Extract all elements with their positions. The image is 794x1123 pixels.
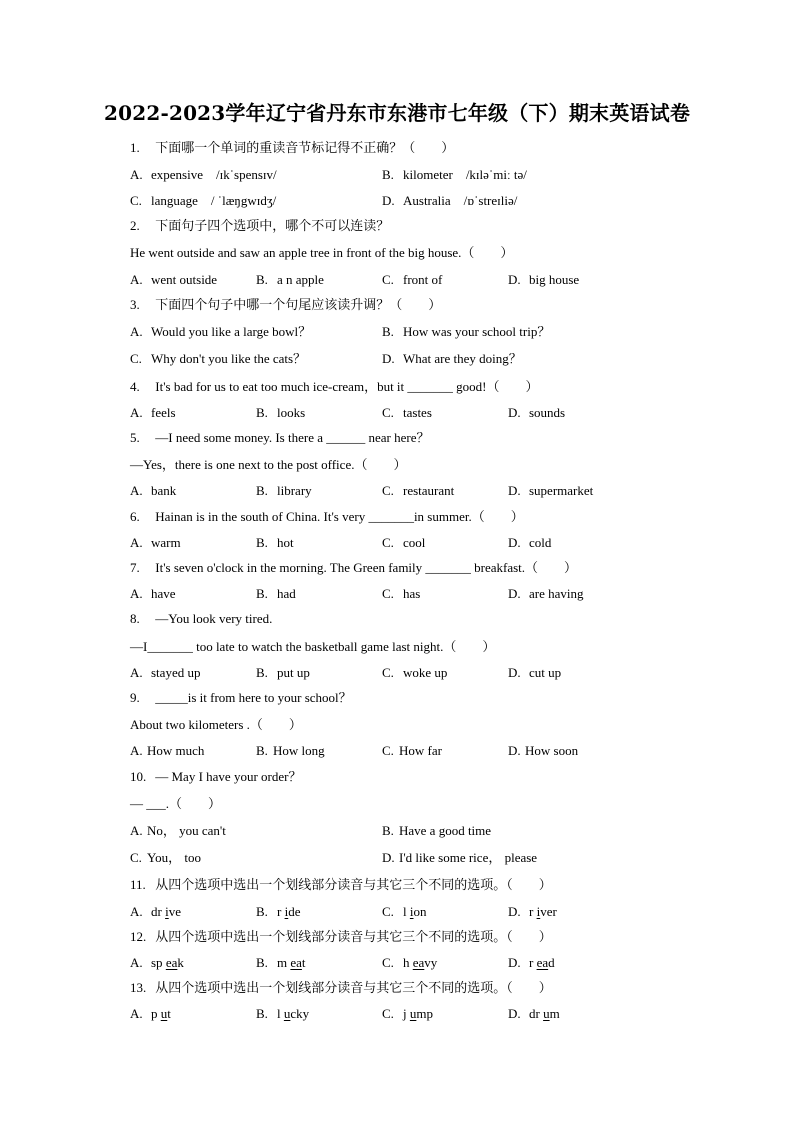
question-10-option-a[interactable]: A. No， you can't [130, 823, 226, 838]
question-4-option-d[interactable]: D. sounds [508, 405, 566, 420]
question-7-option-a[interactable]: A. have [130, 586, 176, 601]
question-10-option-b[interactable]: B. Have a good time [382, 823, 492, 838]
question-4-stem: 4. It's bad for us to eat too much ice-cream，but it _______ good!（ ） [130, 379, 539, 394]
question-2-sentence: He went outside and saw an apple tree in front of the big house.（ ） [130, 245, 514, 260]
question-12-option-b[interactable]: B. m eat [256, 955, 306, 970]
question-2-stem: 2. 下面句子四个选项中，哪个不可以连读？ [130, 218, 390, 233]
question-12-option-c[interactable]: C. h eavy [382, 955, 438, 970]
question-9-option-b[interactable]: B. How long [256, 743, 325, 758]
question-4-option-b[interactable]: B. looks [256, 405, 306, 420]
question-7-stem: 7. It's seven o'clock in the morning. The Green family _______ breakfast.（ ） [130, 560, 578, 575]
question-5-reply: —Yes，there is one next to the post office.（ ） [130, 457, 407, 472]
question-10-option-d[interactable]: D. I'd like some rice， please [382, 850, 538, 865]
question-6-option-c[interactable]: C. cool [382, 535, 426, 550]
question-8-option-d[interactable]: D. cut up [508, 665, 562, 680]
question-9-stem: 9. _____is it from here to your school？ [130, 690, 352, 705]
question-5-option-b[interactable]: B. library [256, 483, 312, 498]
question-12-stem: 12. 从四个选项中选出一个划线部分读音与其它三个不同的选项。（ ） [130, 929, 552, 944]
question-6-option-a[interactable]: A. warm [130, 535, 181, 550]
question-12-option-d[interactable]: D. r ead [508, 955, 555, 970]
question-3-option-a[interactable]: A. Would you like a large bowl？ [130, 324, 312, 339]
question-1-option-d[interactable]: D. Australia /ɒˈstreɪliə/ [382, 193, 518, 208]
question-10-option-c[interactable]: C. You， too [130, 850, 201, 865]
question-2-option-a[interactable]: A. went outside [130, 272, 218, 287]
question-1-option-a[interactable]: A. expensive /ɪkˈspensɪv/ [130, 167, 277, 182]
question-2-option-b[interactable]: B. a n apple [256, 272, 324, 287]
question-9-option-a[interactable]: A. How much [130, 743, 205, 758]
question-6-stem: 6. Hainan is in the south of China. It's very _______in summer.（ ） [130, 509, 524, 524]
question-1-option-c[interactable]: C. language / ˈlæŋgwɪdʒ/ [130, 193, 277, 208]
question-8-stem: 8. —You look very tired. [130, 611, 273, 626]
question-12-option-a[interactable]: A. sp eak [130, 955, 184, 970]
question-11-option-c[interactable]: C. l ion [382, 904, 427, 919]
question-13-option-d[interactable]: D. dr um [508, 1006, 560, 1021]
question-5-option-c[interactable]: C. restaurant [382, 483, 455, 498]
question-11-option-a[interactable]: A. dr ive [130, 904, 181, 919]
question-4-option-a[interactable]: A. feels [130, 405, 176, 420]
question-5-option-d[interactable]: D. supermarket [508, 483, 594, 498]
question-11-option-b[interactable]: B. r ide [256, 904, 301, 919]
question-13-option-c[interactable]: C. j ump [382, 1006, 433, 1021]
question-5-stem: 5. —I need some money. Is there a ______ near here？ [130, 430, 430, 445]
question-3-option-b[interactable]: B. How was your school trip？ [382, 324, 551, 339]
question-8-option-a[interactable]: A. stayed up [130, 665, 201, 680]
question-8-reply: —I_______ too late to watch the basketball game last night.（ ） [130, 639, 496, 654]
question-8-option-c[interactable]: C. woke up [382, 665, 448, 680]
question-2-option-d[interactable]: D. big house [508, 272, 580, 287]
page-title: 2022-2023学年辽宁省丹东市东港市七年级（下）期末英语试卷 [103, 101, 691, 125]
question-10-reply: — ___.（ ） [130, 796, 222, 811]
question-11-option-d[interactable]: D. r iver [508, 904, 557, 919]
question-3-option-c[interactable]: C. Why don't you like the cats？ [130, 351, 307, 366]
question-5-option-a[interactable]: A. bank [130, 483, 177, 498]
question-10-stem: 10. — May I have your order？ [130, 769, 302, 784]
question-1-option-b[interactable]: B. kilometer /kɪləˈmiː tə/ [382, 167, 527, 182]
question-3-option-d[interactable]: D. What are they doing？ [382, 351, 522, 366]
question-6-option-d[interactable]: D. cold [508, 535, 552, 550]
question-3-stem: 3. 下面四个句子中哪一个句尾应该读升调？（ ） [130, 297, 442, 312]
question-1-stem: 1. 下面哪一个单词的重读音节标记得不正确？（ ） [130, 140, 455, 155]
question-2-option-c[interactable]: C. front of [382, 272, 443, 287]
question-9-option-c[interactable]: C. How far [382, 743, 442, 758]
question-7-option-b[interactable]: B. had [256, 586, 296, 601]
question-7-option-d[interactable]: D. are having [508, 586, 584, 601]
question-7-option-c[interactable]: C. has [382, 586, 421, 601]
question-9-option-d[interactable]: D. How soon [508, 743, 579, 758]
question-4-option-c[interactable]: C. tastes [382, 405, 432, 420]
question-13-option-b[interactable]: B. l ucky [256, 1006, 310, 1021]
question-11-stem: 11. 从四个选项中选出一个划线部分读音与其它三个不同的选项。（ ） [130, 877, 552, 892]
question-6-option-b[interactable]: B. hot [256, 535, 294, 550]
question-8-option-b[interactable]: B. put up [256, 665, 310, 680]
question-13-stem: 13. 从四个选项中选出一个划线部分读音与其它三个不同的选项。（ ） [130, 980, 552, 995]
question-9-reply: About two kilometers .（ ） [130, 717, 302, 732]
question-13-option-a[interactable]: A. p ut [130, 1006, 171, 1021]
